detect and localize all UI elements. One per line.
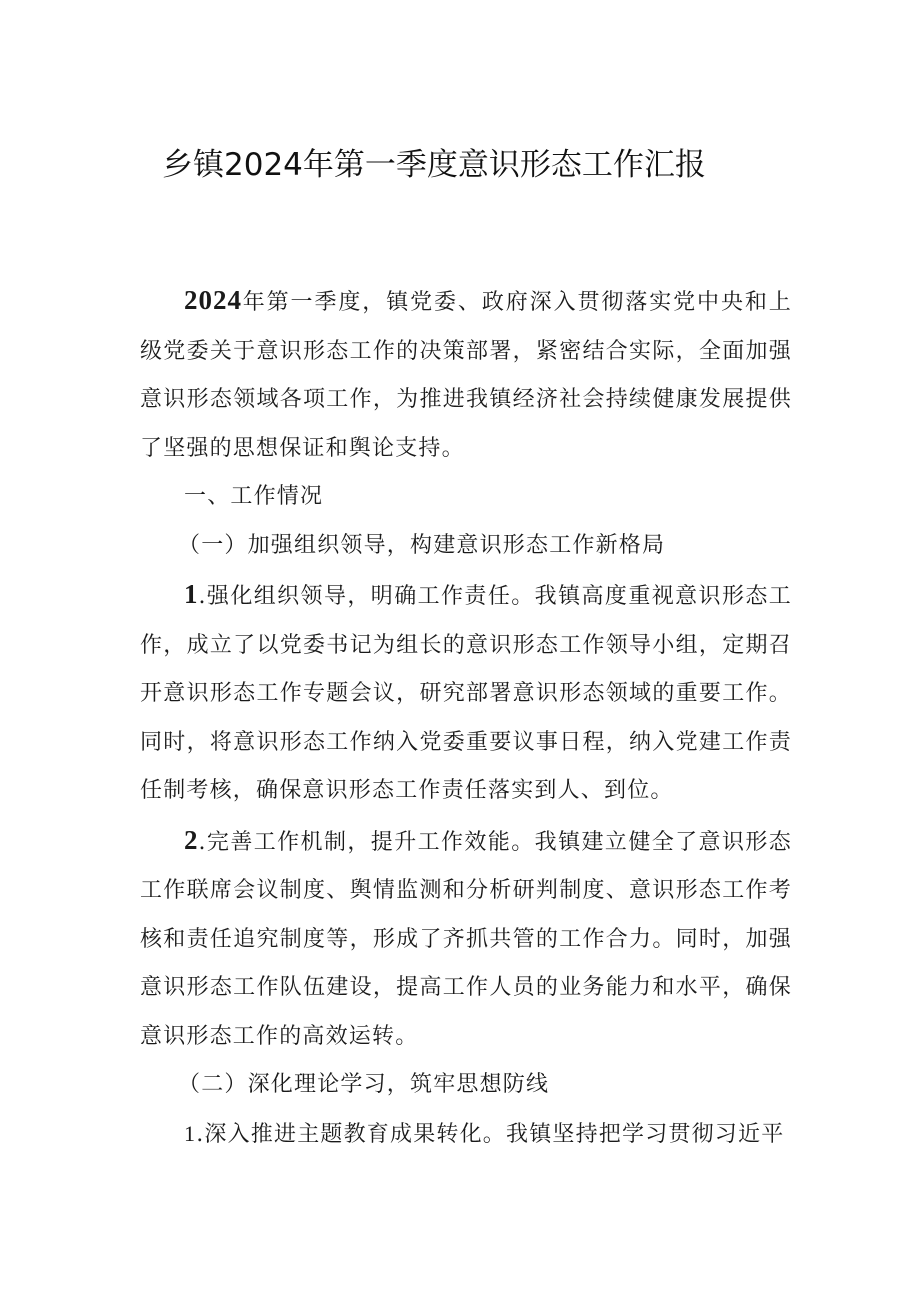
- item-text-1: .强化组织领导，明确工作责任。我镇高度重视意识形态工作，成立了以党委书记为组长的意识形态工作领导小组，定期召开意识形态工作专题会议，研究部署意识形态领域的重要工作。同时，将意识形态工作纳入党委重要议事日程，纳入党建工作责任制考核，确保意识形态工作责任落实到人、到位。: [140, 584, 792, 803]
- item-text-3: .深入推进主题教育成果转化。我镇坚持把学习贯彻习近平: [196, 1121, 785, 1147]
- subsection-heading-2: （二）深化理论学习，筑牢思想防线: [178, 1072, 550, 1097]
- document-title: 乡镇2024年第一季度意识形态工作汇报: [162, 147, 706, 183]
- section-heading-1: 一、工作情况: [184, 484, 324, 509]
- intro-year: 2024: [184, 285, 242, 315]
- item-text-2: .完善工作机制，提升工作效能。我镇建立健全了意识形态工作联席会议制度、舆情监测和分析研判制度、意识形态工作考核和责任追究制度等，形成了齐抓共管的工作合力。同时，加强意识形态工作队伍建设，提高工作人员的业务能力和水平，确保意识形态工作的高效运转。: [140, 829, 792, 1049]
- item-paragraph-1: [140, 570, 792, 816]
- item-number-1: 1: [184, 579, 199, 609]
- item-number-2: 2: [184, 824, 199, 855]
- item-paragraph-3: [140, 1110, 792, 1160]
- item-number-3: 1: [184, 1120, 197, 1146]
- subsection-heading-1: （一）加强组织领导，构建意识形态工作新格局: [178, 532, 666, 558]
- intro-paragraph: [140, 276, 792, 473]
- item-paragraph-2: [140, 816, 792, 1062]
- document-body: [140, 276, 792, 1159]
- intro-text: 年第一季度，镇党委、政府深入贯彻落实党中央和上级党委关于意识形态工作的决策部署，紧密结合实际，全面加强意识形态领域各项工作，为推进我镇经济社会持续健康发展提供了坚强的思想保证和舆论支持。: [140, 290, 792, 461]
